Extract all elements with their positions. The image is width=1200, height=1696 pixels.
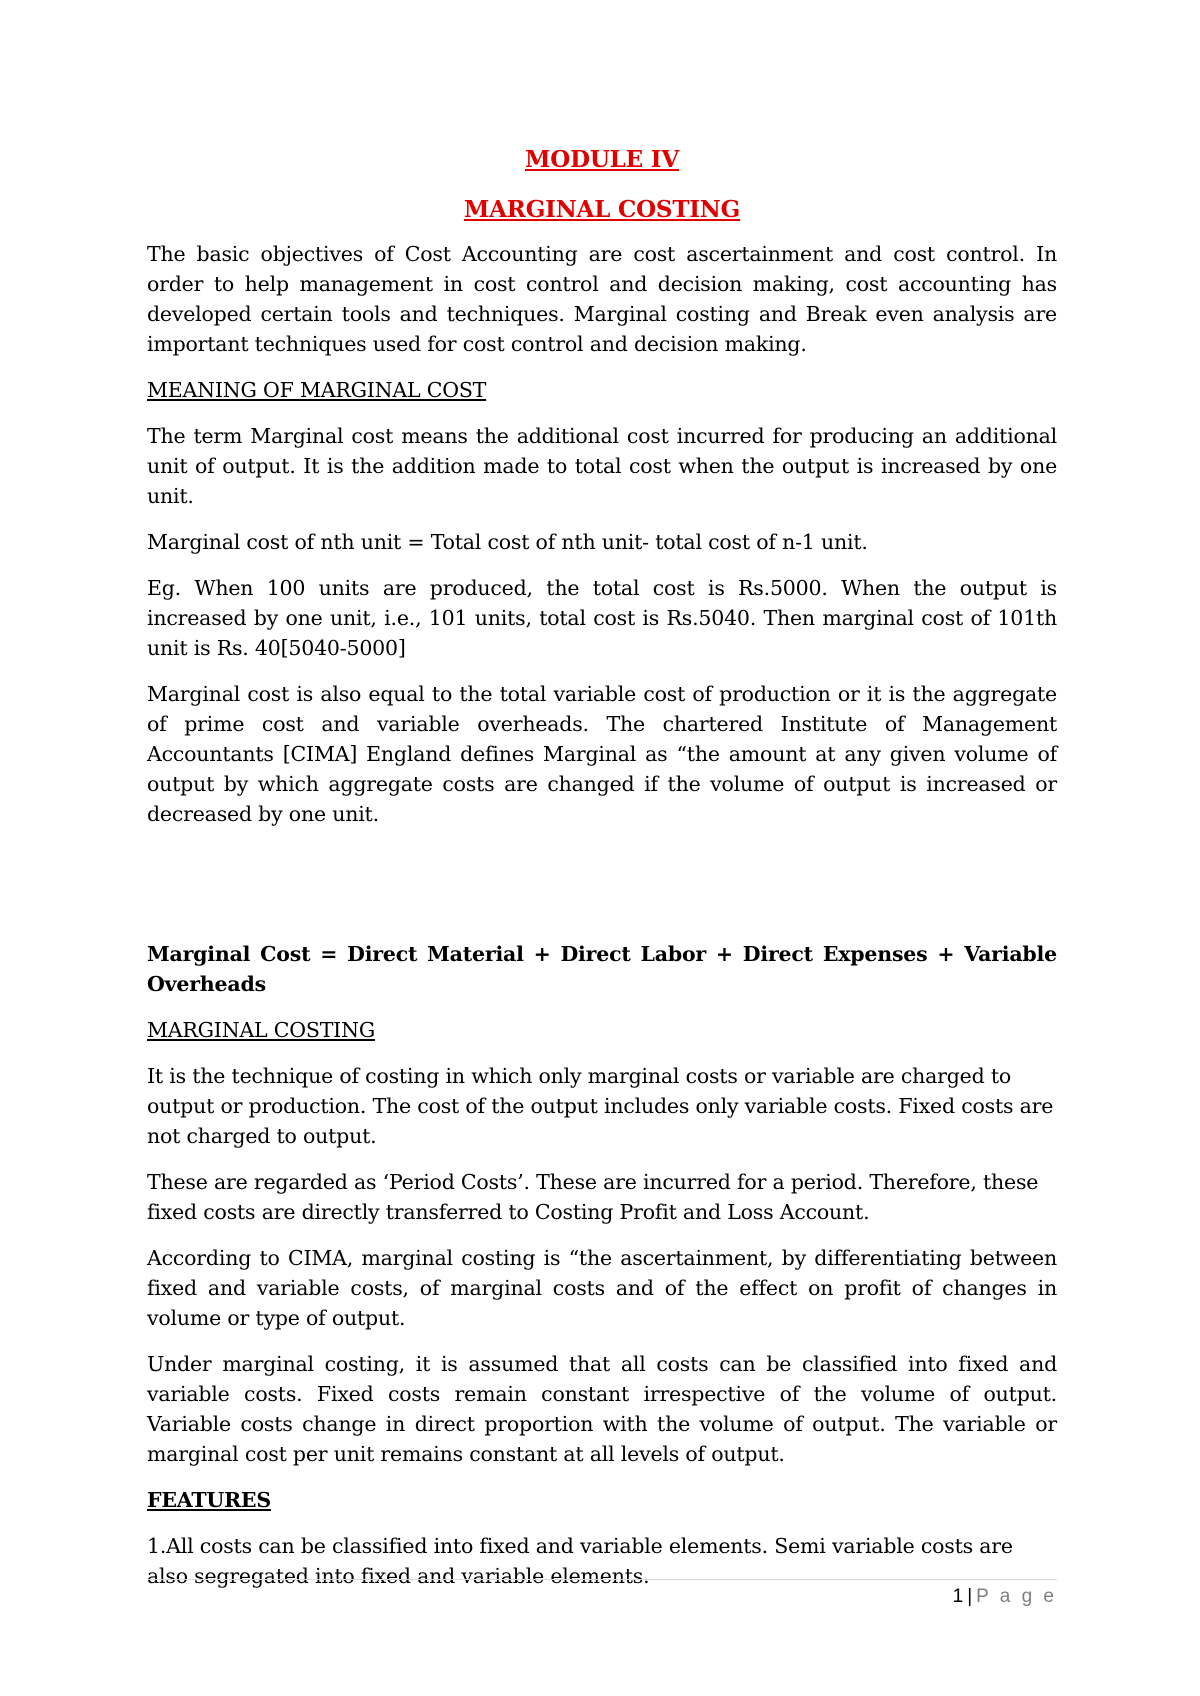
- costing-paragraph-3: According to CIMA, marginal costing is “the ascertainment, by differentiating between fixed and variable costs, of marginal costs and of the effect on profit of changes in volume or type of output.: [147, 1246, 1057, 1330]
- marginal-cost-formula: Marginal Cost = Direct Material + Direct Labor + Direct Expenses + Variable Overheads: [147, 942, 1057, 996]
- intro-paragraph: The basic objectives of Cost Accounting are cost ascertainment and cost control. In order to help management in cost control and decision making, cost accounting has developed certain tools and techniques. Marginal costing and Break even analysis are important techniques used for cost control and decision making.: [147, 242, 1057, 356]
- costing-paragraph-2: These are regarded as ‘Period Costs’. These are incurred for a period. Therefore, these fixed costs are directly transferred to Costing Profit and Loss Account.: [147, 1170, 1039, 1224]
- footer-divider: [147, 1579, 1057, 1580]
- page-number: 1: [952, 1586, 964, 1607]
- footer-separator: |: [967, 1586, 973, 1607]
- page-content: [147, 145, 1057, 1607]
- costing-paragraph-4: Under marginal costing, it is assumed that all costs can be classified into fixed and variable costs. Fixed costs remain constant irrespective of the volume of output. Variable costs change in direct proportion with the volume of output. The variable or marginal cost per unit remains constant at all levels of output.: [147, 1352, 1057, 1466]
- page-footer: [953, 1586, 1057, 1608]
- meaning-paragraph-4: Marginal cost is also equal to the total variable cost of production or it is the aggregate of prime cost and variable overheads. The chartered Institute of Management Accountants [CIMA] England defines Marginal as “the amount at any given volume of output by which aggregate costs are changed if the volume of output is increased or decreased by one unit.: [147, 682, 1057, 826]
- module-title: MODULE IV: [524, 146, 679, 173]
- meaning-heading: MEANING OF MARGINAL COST: [147, 378, 487, 402]
- page-label: P a g e: [976, 1586, 1057, 1607]
- meaning-paragraph-1: The term Marginal cost means the additional cost incurred for producing an additional unit of output. It is the addition made to total cost when the output is increased by one unit.: [147, 424, 1057, 508]
- costing-heading: MARGINAL COSTING: [147, 1018, 375, 1042]
- meaning-example: Eg. When 100 units are produced, the total cost is Rs.5000. When the output is increased by one unit, i.e., 101 units, total cost is Rs.5040. Then marginal cost of 101th unit is Rs. 40[5040-5000]: [147, 576, 1057, 660]
- features-item-1: 1.All costs can be classified into fixed and variable elements. Semi variable costs are also segregated into fixed and variable elements.: [147, 1534, 1013, 1588]
- module-subtitle: MARGINAL COSTING: [463, 196, 741, 223]
- meaning-formula-line: Marginal cost of nth unit = Total cost of nth unit- total cost of n-1 unit.: [147, 530, 868, 554]
- costing-paragraph-1: It is the technique of costing in which only marginal costs or variable are charged to output or production. The cost of the output includes only variable costs. Fixed costs are not charged to output.: [147, 1064, 1054, 1148]
- features-heading: FEATURES: [147, 1488, 271, 1512]
